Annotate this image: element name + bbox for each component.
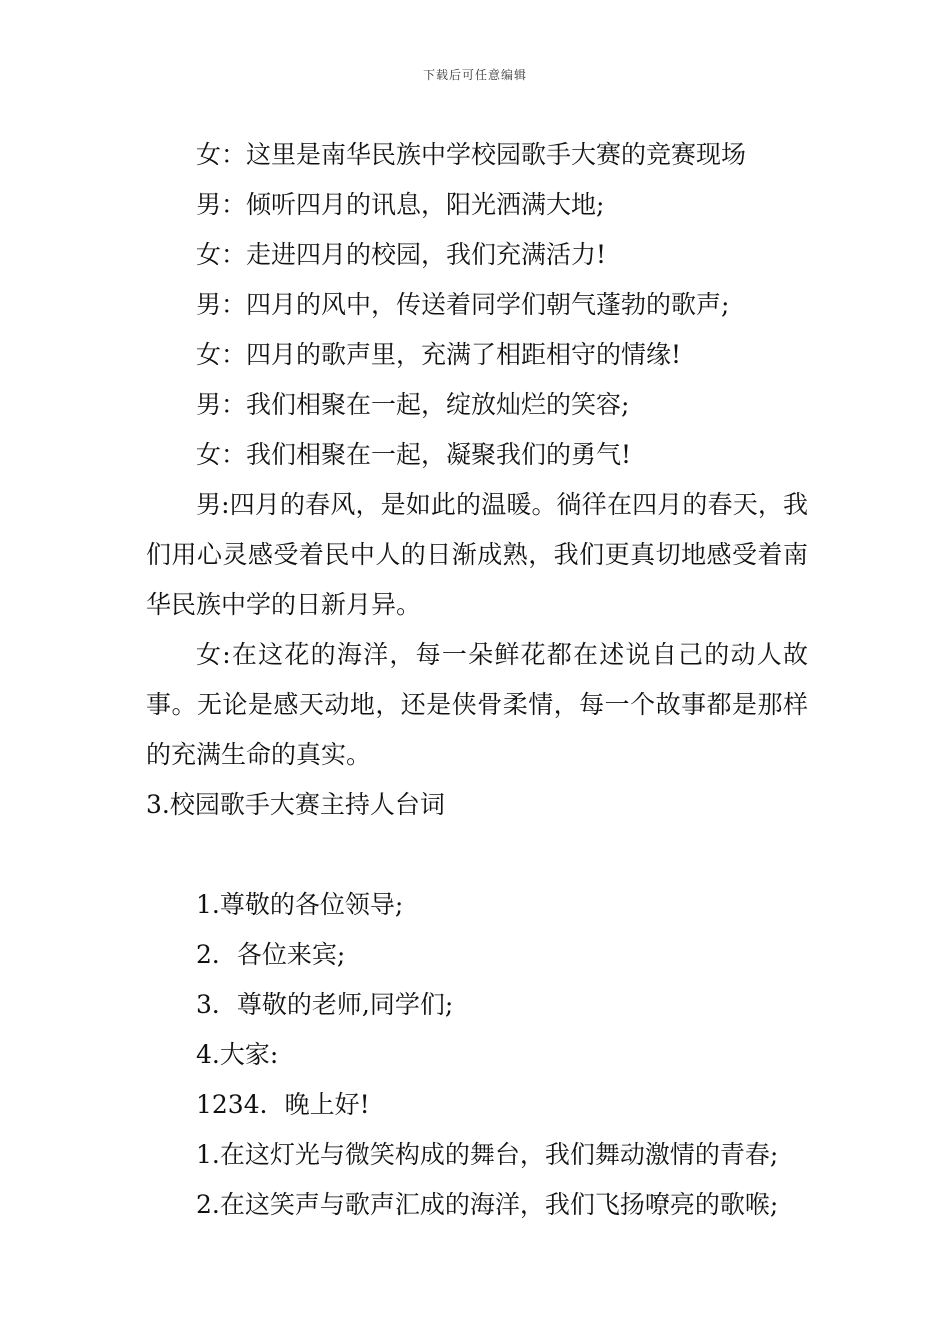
list-item: 1234．晚上好!	[196, 1090, 370, 1119]
dialogue-line: 男：我们相聚在一起，绽放灿烂的笑容;	[196, 390, 630, 419]
page-header-note: 下载后可任意编辑	[422, 68, 527, 82]
list-item: 3．尊敬的老师,同学们;	[196, 990, 454, 1019]
dialogue-line: 男：倾听四月的讯息，阳光洒满大地;	[196, 190, 605, 219]
list-item: 1.在这灯光与微笑构成的舞台，我们舞动激情的青春;	[196, 1140, 779, 1169]
dialogue-line: 女：走进四月的校园，我们充满活力!	[196, 240, 607, 269]
list-item: 2.在这笑声与歌声汇成的海洋，我们飞扬嘹亮的歌喉;	[196, 1190, 779, 1219]
dialogue-line: 女：我们相聚在一起，凝聚我们的勇气!	[196, 440, 632, 469]
paragraph: 男:四月的春风，是如此的温暖。徜徉在四月的春天，我们用心灵感受着民中人的日渐成熟，我们更真切地感受着南华民族中学的日新月异。	[146, 490, 808, 619]
list-item: 4.大家:	[196, 1040, 279, 1069]
document-body	[146, 130, 808, 1230]
dialogue-line: 女：四月的歌声里，充满了相距相守的情缘!	[196, 340, 682, 369]
blank-line	[146, 830, 808, 880]
dialogue-line: 男：四月的风中，传送着同学们朝气蓬勃的歌声;	[196, 290, 730, 319]
paragraph: 女:在这花的海洋，每一朵鲜花都在述说自己的动人故事。无论是感天动地，还是侠骨柔情，每一个故事都是那样的充满生命的真实。	[146, 640, 808, 769]
dialogue-line: 女：这里是南华民族中学校园歌手大赛的竞赛现场	[196, 140, 747, 169]
section-title: 3.校园歌手大赛主持人台词	[146, 790, 445, 819]
list-item: 1.尊敬的各位领导;	[196, 890, 404, 919]
list-item: 2．各位来宾;	[196, 940, 346, 969]
